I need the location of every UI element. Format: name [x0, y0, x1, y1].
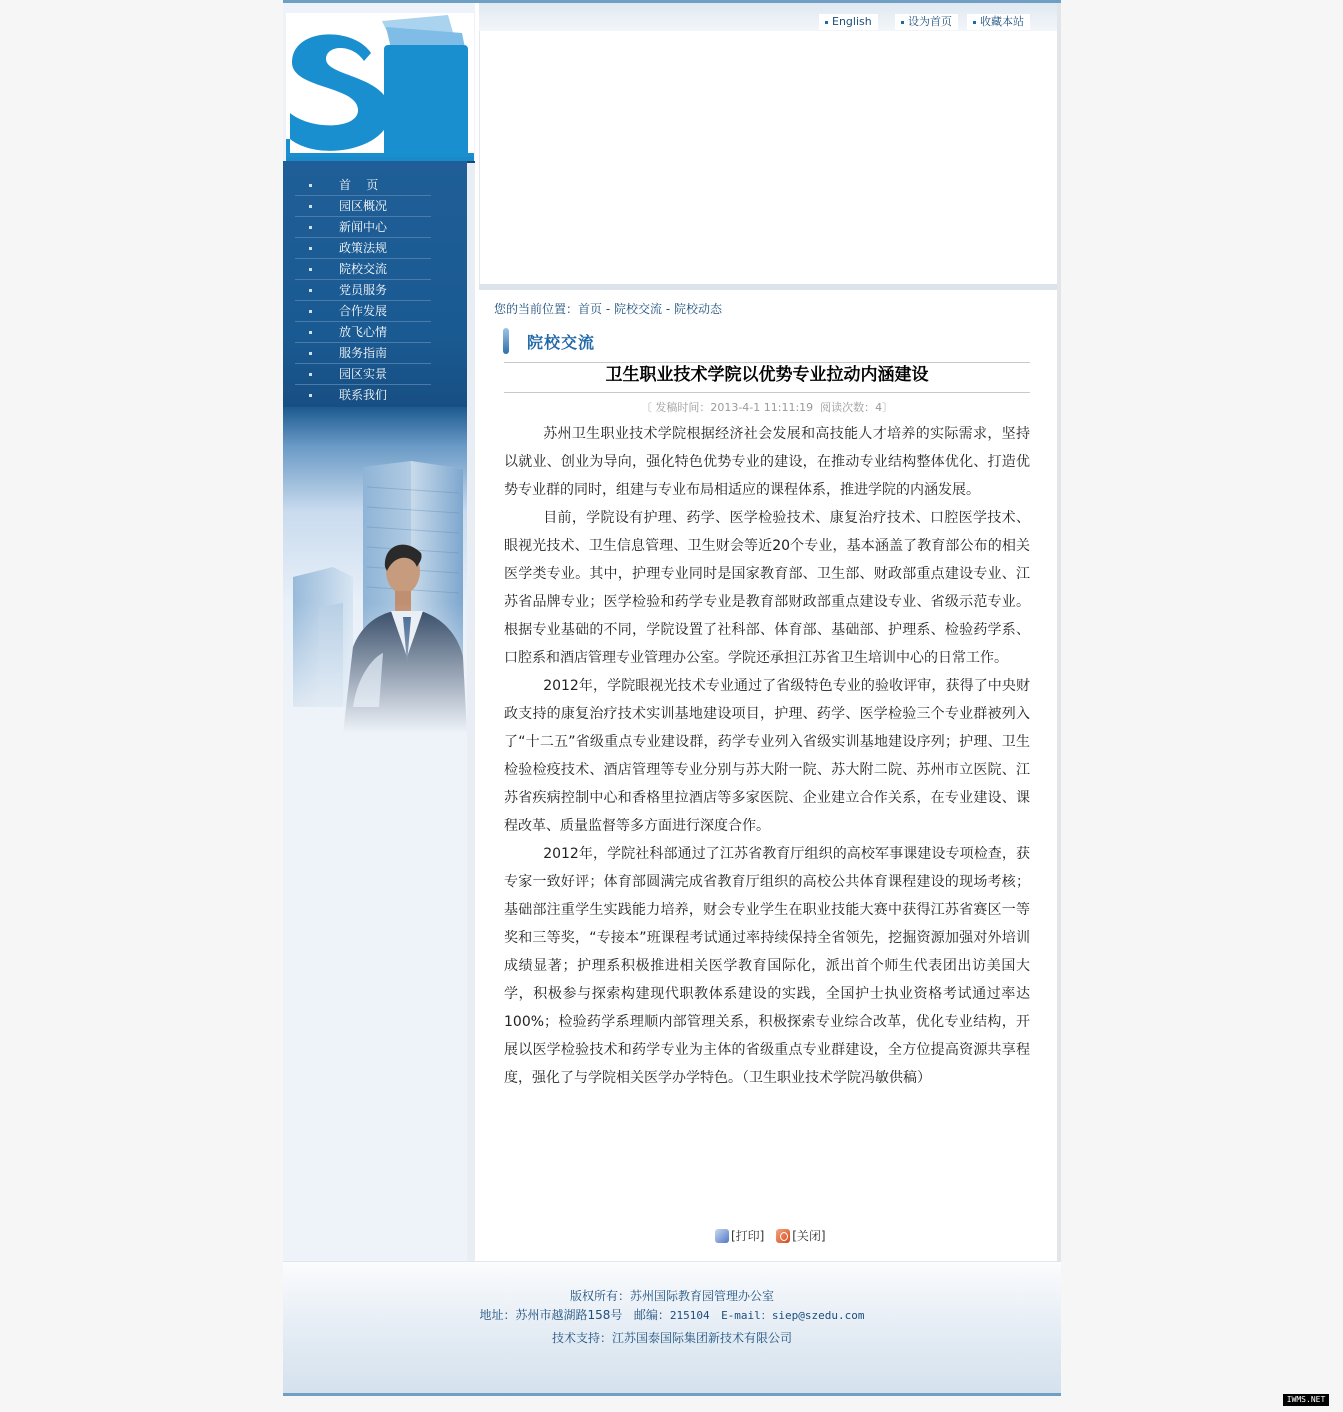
footer-address: [283, 1306, 1061, 1323]
hero-image: [283, 407, 467, 733]
title-divider: [504, 362, 1030, 363]
nav-item-label: 党员服务: [339, 283, 388, 297]
bullet-icon: [973, 21, 976, 24]
main-nav: [283, 161, 475, 407]
businessman-skyscraper-image: [283, 407, 467, 733]
page-container: [283, 0, 1061, 1395]
set-homepage-label: 设为首页: [908, 15, 952, 28]
nav-item-label: 首 页: [339, 178, 379, 192]
address-value: 苏州市越湖路158号: [515, 1308, 623, 1322]
support-label: 技术支持：: [551, 1331, 612, 1345]
watermark-badge: IWMS.NET: [1283, 1394, 1329, 1406]
right-edge-border: [1057, 3, 1061, 1261]
copyright-value: 苏州国际教育园管理办公室: [630, 1289, 775, 1303]
bullet-icon: [309, 247, 312, 250]
nav-item-school-exchange[interactable]: [295, 259, 431, 280]
set-homepage-link[interactable]: [895, 14, 958, 30]
print-label: [打印]: [731, 1229, 765, 1243]
bullet-icon: [309, 205, 312, 208]
nav-item-contact[interactable]: [295, 385, 431, 406]
nav-item-label: 放飞心情: [339, 325, 388, 339]
breadcrumb-separator: -: [602, 302, 614, 316]
article-title: 卫生职业技术学院以优势专业拉动内涵建设: [605, 365, 929, 385]
nav-item-label: 新闻中心: [339, 220, 388, 234]
article-body: [504, 420, 1030, 1092]
footer-copyright: [283, 1287, 1061, 1304]
nav-item-guide[interactable]: [295, 343, 431, 364]
print-button[interactable]: [715, 1227, 764, 1244]
postcode-value: 215104: [669, 1309, 710, 1322]
bullet-icon: [309, 184, 312, 187]
section-heading: [503, 328, 633, 356]
left-column: [283, 3, 475, 1261]
nav-item-label: 园区实景: [339, 367, 388, 381]
section-bar-icon: [503, 328, 509, 354]
english-label: English: [832, 15, 872, 28]
footer-bottom-border: [283, 1393, 1061, 1396]
left-column-separator: [467, 163, 475, 1261]
bullet-icon: [309, 289, 312, 292]
email-label: E-mail：: [721, 1309, 772, 1322]
breadcrumb-prefix: 您的当前位置：: [494, 302, 579, 316]
postcode-label: 邮编：: [633, 1308, 670, 1322]
nav-item-label: 联系我们: [339, 388, 388, 402]
power-icon: [776, 1229, 790, 1243]
title-divider: [504, 392, 1030, 393]
close-label: [关闭]: [792, 1229, 826, 1243]
article-paragraph: 目前，学院设有护理、药学、医学检验技术、康复治疗技术、口腔医学技术、眼视光技术、卫生信息管理、卫生财会等近20个专业，基本涵盖了教育部公布的相关医学类专业。其中，护理专业同时是国家教育部、卫生部、财政部重点建设专业、江苏省品牌专业；医学检验和药学专业是教育部财政部重点建设专业、省级示范专业。根据专业基础的不同，学院设置了社科部、体育部、基础部、护理系、检验药学系、口腔系和酒店管理专业管理办公室。学院还承担江苏省卫生培训中心的日常工作。: [504, 510, 1030, 666]
bullet-icon: [309, 373, 312, 376]
main-content: [479, 290, 1057, 1261]
nav-item-policy[interactable]: [295, 238, 431, 259]
nav-item-cooperation[interactable]: [295, 301, 431, 322]
nav-item-label: 政策法规: [339, 241, 388, 255]
nav-item-news[interactable]: [295, 217, 431, 238]
top-bar: [479, 3, 1057, 31]
bullet-icon: [309, 268, 312, 271]
nav-item-label: 院校交流: [339, 262, 388, 276]
bullet-icon: [309, 331, 312, 334]
copyright-label: 版权所有：: [569, 1289, 630, 1303]
nav-item-home[interactable]: [295, 175, 431, 196]
breadcrumb-home[interactable]: 首页: [578, 302, 603, 316]
bullet-icon: [309, 352, 312, 355]
article-actions: [715, 1227, 834, 1246]
bullet-icon: [309, 226, 312, 229]
bullet-icon: [901, 21, 904, 24]
logo-s-book-icon: [286, 13, 474, 163]
breadcrumb-school-news[interactable]: 院校动态: [673, 302, 722, 316]
english-link[interactable]: [819, 14, 878, 30]
nav-item-label: 合作发展: [339, 304, 388, 318]
bullet-icon: [825, 21, 828, 24]
printer-icon: [715, 1229, 729, 1243]
nav-item-park-photos[interactable]: [295, 364, 431, 385]
banner-area: [479, 31, 1057, 285]
section-title: 院校交流: [527, 333, 596, 352]
article-paragraph: 苏州卫生职业技术学院根据经济社会发展和高技能人才培养的实际需求，坚持以就业、创业为导向，强化特色优势专业的建设，在推动专业结构整体优化、打造优势专业群的同时，组建与专业布局相适应的课程体系，推进学院的内涵发展。: [504, 426, 1030, 498]
nav-item-mood[interactable]: [295, 322, 431, 343]
breadcrumb-separator: -: [662, 302, 674, 316]
bullet-icon: [309, 394, 312, 397]
close-button[interactable]: [776, 1227, 825, 1244]
nav-item-party-service[interactable]: [295, 280, 431, 301]
article-paragraph: 2012年，学院社科部通过了江苏省教育厅组织的高校军事课建设专项检查，获专家一致好评；体育部圆满完成省教育厅组织的高校公共体育课程建设的现场考核；基础部注重学生实践能力培养，财会专业学生在职业技能大赛中获得江苏省赛区一等奖和三等奖，“专接本”班课程考试通过率持续保持全省领先，挖掘资源加强对外培训成绩显著；护理系积极推进相关医学教育国际化，派出首个师生代表团出访美国大学，积极参与探索构建现代职教体系建设的实践，全国护士执业资格考试通过率达100%；检验药学系理顺内部管理关系，积极探索专业综合改革，优化专业结构，开展以医学检验技术和药学专业为主体的省级重点专业群建设，全方位提高资源共享程度，强化了与学院相关医学办学特色。（卫生职业技术学院冯敏供稿）: [504, 846, 1030, 1086]
nav-item-label: 园区概况: [339, 199, 388, 213]
bookmark-label: 收藏本站: [980, 15, 1024, 28]
nav-item-label: 服务指南: [339, 346, 388, 360]
nav-item-park-overview[interactable]: [295, 196, 431, 217]
breadcrumb: [494, 300, 722, 317]
address-label: 地址：: [479, 1308, 516, 1322]
article-meta: 〔 发稿时间：2013-4-1 11:11:19 阅读次数：4〕: [640, 401, 894, 414]
bullet-icon: [309, 310, 312, 313]
footer: [283, 1261, 1061, 1395]
bookmark-link[interactable]: [967, 14, 1030, 30]
breadcrumb-school-exchange[interactable]: 院校交流: [614, 302, 663, 316]
email-value[interactable]: siep@szedu.com: [771, 1309, 865, 1322]
article-paragraph: 2012年，学院眼视光技术专业通过了省级特色专业的验收评审，获得了中央财政支持的康复治疗技术实训基地建设项目，护理、药学、医学检验三个专业群被列入了“十二五”省级重点专业建设群，药学专业列入省级实训基地建设序列；护理、卫生检验检疫技术、酒店管理等专业分别与苏大附一院、苏大附二院、苏州市立医院、江苏省疾病控制中心和香格里拉酒店等多家医院、企业建立合作关系，在专业建设、课程改革、质量监督等多方面进行深度合作。: [504, 678, 1030, 834]
support-value[interactable]: 江苏国泰国际集团新技术有限公司: [612, 1331, 793, 1345]
footer-support: [283, 1329, 1061, 1346]
logo[interactable]: [286, 13, 474, 163]
